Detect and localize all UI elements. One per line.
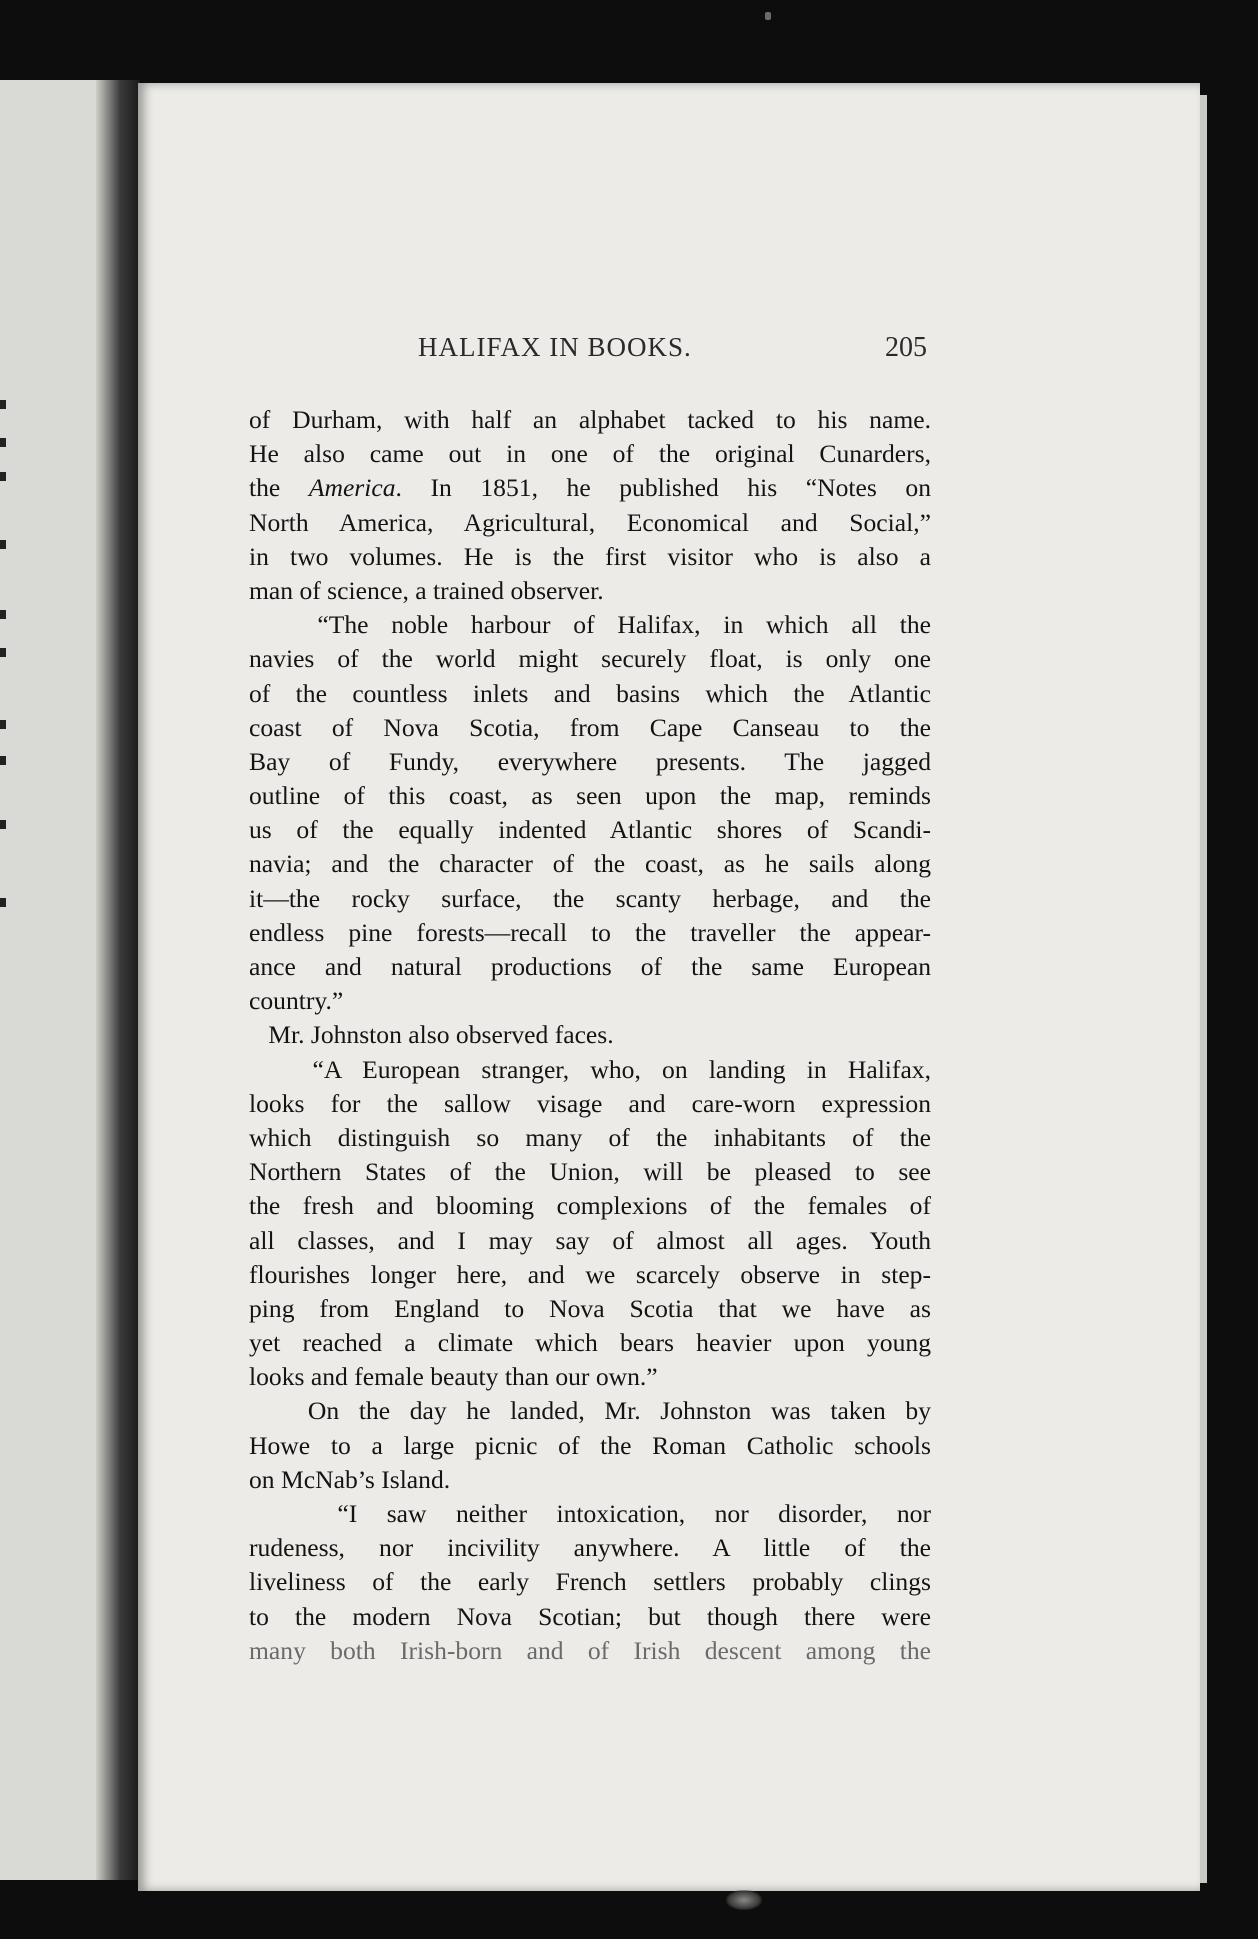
text-line: yet reached a climate which bears heavier upon young [249, 1328, 931, 1358]
text-line: navies of the world might securely float, is only one [249, 644, 931, 674]
text-line: in two volumes. He is the first visitor who is also a [249, 541, 931, 571]
text-line: Northern States of the Union, will be pleased to see [249, 1157, 931, 1187]
text-line: of the countless inlets and basins which the Atlantic [249, 678, 931, 708]
text-line: it—the rocky surface, the scanty herbage, and the [249, 883, 931, 913]
text-line: which distinguish so many of the inhabitants of the [249, 1122, 931, 1152]
text-line: rudeness, nor incivility anywhere. A little of the [249, 1533, 931, 1563]
text-line: flourishes longer here, and we scarcely observe in step- [249, 1259, 931, 1289]
text-line: Mr. Johnston also observed faces. [249, 1020, 614, 1050]
text-line: endless pine forests—recall to the traveller the appear- [249, 917, 931, 947]
text-line: the America. In 1851, he published his “Notes on [249, 473, 931, 503]
text-line: of Durham, with half an alphabet tacked to his name. [249, 405, 931, 434]
text-line: Bay of Fundy, everywhere presents. The jagged [249, 746, 931, 776]
text-line: On the day he landed, Mr. Johnston was taken by [249, 1396, 931, 1426]
text-line: North America, Agricultural, Economical and Social,” [249, 507, 931, 537]
text-line: on McNab’s Island. [249, 1464, 451, 1494]
book-gutter-shadow [96, 80, 140, 1880]
text-line: us of the equally indented Atlantic shores of Scandi- [249, 815, 931, 845]
text-line: many both Irish-born and of Irish descent among the [249, 1635, 931, 1665]
text-line: all classes, and I may say of almost all ages. Youth [249, 1225, 931, 1255]
page-edge [1200, 95, 1207, 1883]
text-line: the fresh and blooming complexions of the females of [249, 1191, 931, 1221]
left-page-text-fragments [0, 400, 12, 960]
text-line: ping from England to Nova Scotia that we have as [249, 1293, 931, 1323]
running-head: HALIFAX IN BOOKS. [418, 332, 692, 362]
page-body-text [249, 403, 931, 1668]
text-line: coast of Nova Scotia, from Cape Canseau to the [249, 712, 931, 742]
text-line: man of science, a trained observer. [249, 575, 604, 605]
text-line: “The noble harbour of Halifax, in which all the [249, 610, 931, 640]
text-line: liveliness of the early French settlers probably clings [249, 1567, 931, 1597]
text-line: navia; and the character of the coast, as he sails along [249, 849, 931, 879]
text-line: country.” [249, 986, 344, 1016]
text-line: “A European stranger, who, on landing in Halifax, [249, 1054, 931, 1084]
text-line: He also came out in one of the original Cunarders, [249, 439, 931, 469]
scan-smudge [726, 1890, 762, 1910]
text-line: to the modern Nova Scotian; but though there were [249, 1601, 931, 1631]
text-line: looks for the sallow visage and care-worn expression [249, 1088, 931, 1118]
text-line: outline of this coast, as seen upon the map, reminds [249, 781, 931, 811]
text-line: “I saw neither intoxication, nor disorder, nor [249, 1499, 931, 1528]
page-number: 205 [885, 332, 927, 363]
text-line: Howe to a large picnic of the Roman Catholic schools [249, 1430, 931, 1460]
text-line: looks and female beauty than our own.” [249, 1362, 658, 1392]
scan-speck [765, 12, 771, 20]
text-line: ance and natural productions of the same European [249, 952, 931, 981]
